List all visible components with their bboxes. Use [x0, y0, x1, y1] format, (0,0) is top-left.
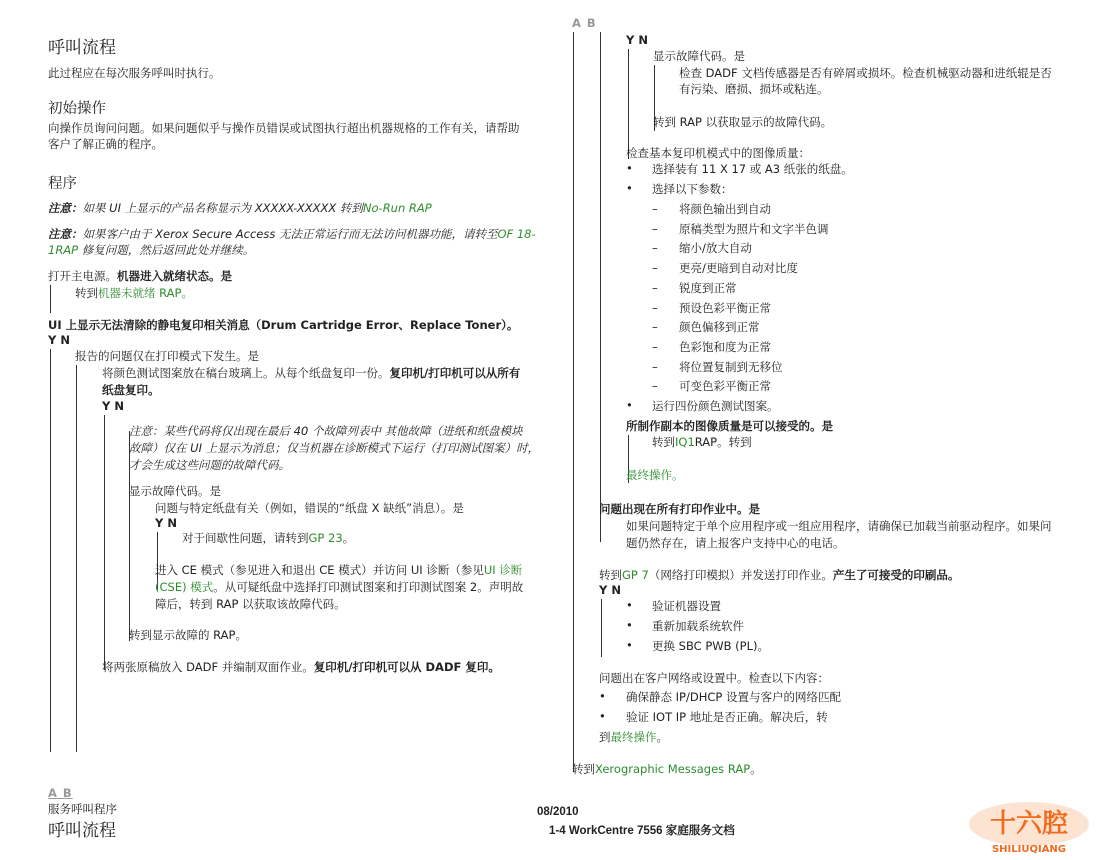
flow-line-y1	[50, 349, 51, 752]
note-2-line-1: 注意：如果客户由于 Xerox Secure Access 无法正常运行而无法访问机器功能，请转至OF 18-	[48, 227, 536, 241]
fault-code-step: 显示故障代码。是	[129, 484, 221, 498]
xerographic-rap-link[interactable]: Xerographic Messages RAP	[595, 762, 751, 776]
footer-title: 呼叫流程	[48, 821, 116, 841]
not-ready-step: 转到机器未就绪 RAP。	[75, 286, 193, 300]
yn-top: Y N	[626, 33, 648, 47]
footer-date: 08/2010	[537, 806, 579, 818]
param-item: 颜色偏移到正常	[679, 320, 760, 335]
ab-marker-bottom: A B	[48, 786, 73, 800]
flow-line-n1	[76, 365, 77, 752]
fault-code-top: 显示故障代码。是	[653, 49, 745, 63]
ab-marker-top: A B	[572, 16, 597, 30]
app-specific-2: 题仍然存在，请上报客户支持中心的电话。	[626, 536, 845, 550]
all-print-jobs-step: 问题出现在所有打印作业中。是	[599, 502, 760, 516]
param-item: 原稿类型为照片和文字半色调	[679, 221, 829, 236]
of18-link-cont[interactable]: 1RAP	[48, 243, 79, 257]
no-run-rap-link[interactable]: No-Run RAP	[362, 201, 432, 215]
network-item: 验证 IOT IP 地址是否正确。解决后，转	[626, 710, 828, 724]
bullet-icon: •	[626, 161, 633, 175]
dash-icon: –	[652, 261, 658, 276]
select-params: 选择以下参数：	[652, 182, 733, 196]
goto-iq1-step: 转到IQ1RAP。转到	[652, 435, 752, 449]
xero-step: 转到Xerographic Messages RAP。	[572, 762, 762, 776]
ce-mode-line-2: (CSE) 模式。从可疑纸盘中选择打印测试图案和打印测试图案 2。声明故	[155, 580, 524, 594]
param-item: 色彩饱和度为正常	[679, 339, 771, 354]
param-item: 将颜色输出到自动	[679, 202, 771, 216]
flow-line-a	[573, 32, 574, 772]
power-on-step: 打开主电源。机器进入就绪状态。是	[48, 269, 232, 283]
param-item: 预设色彩平衡正常	[679, 300, 771, 315]
flow-line-y-bottom	[601, 599, 602, 657]
logo-chars: 十六腔	[989, 809, 1069, 839]
verify-item: 重新加载系统软件	[652, 619, 744, 633]
network-item: 确保静态 IP/DHCP 设置与客户的网络匹配	[626, 690, 841, 704]
tray-issue-step: 问题与特定纸盘有关（例如，错误的“纸盘 X 缺纸”消息）。是	[155, 501, 464, 515]
dash-icon: –	[652, 300, 658, 315]
test-chart-line-2: 纸盘复印。	[102, 383, 160, 397]
bullet-icon: •	[626, 181, 633, 195]
bullet-icon: •	[626, 618, 633, 632]
flow-line-y-top	[628, 49, 629, 159]
network-issue: 问题出在客户网络或设置中。检查以下内容：	[599, 671, 829, 685]
param-item: 更亮/更暗到自动对比度	[679, 261, 798, 276]
select-tray: 选择装有 11 X 17 或 A3 纸张的纸盘。	[652, 162, 853, 176]
ui-message-step: UI 上显示无法清除的静电复印相关消息（Drum Cartridge Error、Replace Toner）。	[48, 318, 519, 332]
note-2-line-2: 1RAP 修复问题，然后返回此处并继续。	[48, 243, 255, 257]
dash-icon: –	[652, 379, 658, 394]
run-four-color: 运行四份颜色测试图案。	[652, 399, 779, 413]
bullet-icon: •	[599, 709, 606, 723]
flow-line-y2	[104, 415, 105, 670]
yn-label-1: Y N	[48, 333, 70, 347]
note-3-line-3: 才会生成这些问题的故障代码。	[129, 458, 290, 472]
flow-line	[50, 285, 51, 313]
check-dadf-2: 有污染、磨损、损坏或粘连。	[679, 82, 829, 96]
footer-doc: 1-4 WorkCentre 7556 家庭服务文档	[549, 825, 735, 837]
dash-icon: –	[652, 359, 658, 374]
dash-icon: –	[652, 202, 658, 216]
gp23-link[interactable]: GP 23	[308, 531, 343, 545]
param-item: 缩小/放大自动	[679, 241, 752, 256]
dash-icon: –	[652, 339, 658, 354]
verify-item: 更换 SBC PWB (PL)。	[652, 639, 769, 653]
intermittent-step: 对于间歇性问题，请转到GP 23。	[182, 531, 355, 545]
gp7-step: 转到GP 7（网络打印模拟）并发送打印作业。产生了可接受的印刷品。	[599, 568, 960, 582]
watermark-logo	[966, 800, 1092, 856]
iq1-link[interactable]: IQ1	[675, 435, 695, 449]
param-item: 可变色彩平衡正常	[679, 379, 771, 394]
note-3-line-2: 故障）仅在 UI 上显示为消息；仅当机器在诊断模式下运行（打印测试图案）时，	[129, 441, 540, 455]
param-item: 锐度到正常	[679, 280, 737, 295]
dadf-duplex-step: 将两张原稿放入 DADF 并编制双面作业。复印机/打印机可以从 DADF 复印。	[102, 660, 500, 674]
initial-heading: 初始操作	[48, 101, 106, 117]
procedure-heading: 程序	[48, 176, 77, 192]
yn-label-3: Y N	[155, 516, 177, 530]
intro-text: 此过程应在每次服务呼叫时执行。	[48, 66, 221, 80]
param-item: 将位置复制到无移位	[679, 359, 783, 374]
app-specific-1: 如果问题特定于单个应用程序或一组应用程序，请确保已加载当前驱动程序。如果问	[626, 519, 1052, 533]
initial-text-2: 客户了解正确的程序。	[48, 137, 163, 151]
goto-rap-fault: 转到 RAP 以获取显示的故障代码。	[653, 115, 833, 129]
final-action-link[interactable]: 最终操作。	[626, 468, 684, 482]
flow-line-b	[600, 32, 601, 542]
initial-text-1: 向操作员询问问题。如果问题似乎与操作员错误或试图执行超出机器规格的工作有关，请帮助	[48, 121, 520, 135]
logo-text: SHILIUQIANG	[991, 844, 1067, 855]
dash-icon: –	[652, 320, 658, 335]
ce-mode-line-1: 进入 CE 模式（参见进入和退出 CE 模式）并访问 UI 诊断（参见UI 诊断	[155, 563, 523, 577]
dash-icon: –	[652, 221, 658, 236]
bullet-icon: •	[599, 689, 606, 703]
dash-icon: –	[652, 280, 658, 295]
print-only-step: 报告的问题仅在打印模式下发生。是	[75, 349, 259, 363]
page-title: 呼叫流程	[48, 38, 116, 58]
goto-fault-rap-step: 转到显示故障的 RAP。	[129, 628, 247, 642]
logo-graphic	[966, 800, 1092, 856]
gp7-link[interactable]: GP 7	[622, 568, 649, 582]
goto-final-step: 到最终操作。	[599, 730, 668, 744]
test-chart-line-1: 将颜色测试图案放在稿台玻璃上。从每个纸盘复印一份。复印机/打印机可以从所有	[102, 366, 521, 380]
footer-service-flow: 服务呼叫程序	[48, 802, 117, 816]
ce-mode-line-3: 障后，转到 RAP 以获取该故障代码。	[155, 597, 346, 611]
verify-item: 验证机器设置	[652, 599, 721, 613]
cse-mode-link[interactable]: (CSE) 模式	[155, 580, 214, 594]
check-copy-quality: 检查基本复印机模式中的图像质量：	[626, 146, 810, 160]
not-ready-rap-link[interactable]: 机器未就绪 RAP。	[98, 286, 193, 300]
check-dadf-1: 检查 DADF 文档传感器是否有碎屑或损坏。检查机械驱动器和进纸辊是否	[679, 66, 1052, 80]
note-3-line-1: 注意：某些代码将仅出现在最后 40 个故障列表中 其他故障（进纸和纸盘模块	[129, 424, 523, 438]
final-action-link-2[interactable]: 最终操作	[610, 730, 657, 744]
note-1: 注意：如果 UI 上显示的产品名称显示为 XXXXX-XXXXX 转到No-Run RAP	[48, 201, 432, 215]
bullet-icon: •	[626, 638, 633, 652]
bullet-icon: •	[626, 598, 633, 612]
of18-link[interactable]: OF 18-	[497, 227, 536, 241]
quality-ok-step: 所制作副本的图像质量是可以接受的。是	[626, 419, 833, 433]
yn-bottom: Y N	[599, 583, 621, 597]
yn-label-2: Y N	[102, 399, 124, 413]
dash-icon: –	[652, 241, 658, 256]
ui-diag-link[interactable]: UI 诊断	[483, 563, 523, 577]
bullet-icon: •	[626, 398, 633, 412]
